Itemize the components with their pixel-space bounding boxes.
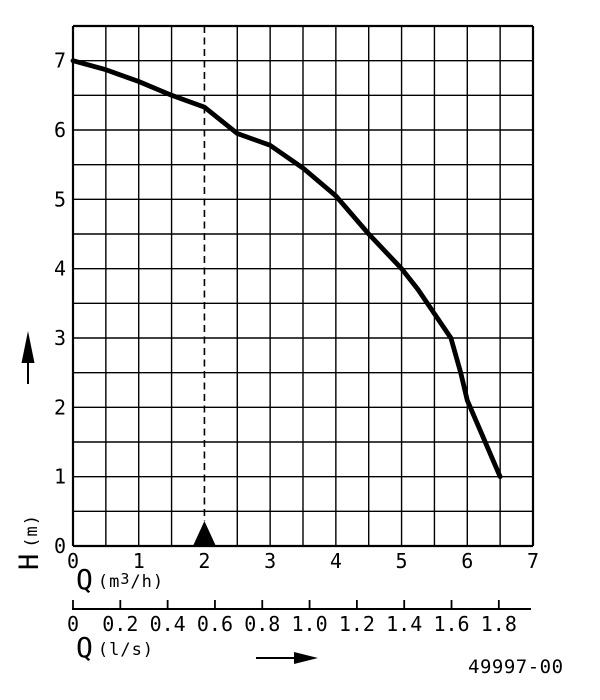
y-axis-tick-label: 6 <box>53 118 66 142</box>
y-axis-tick-label: 1 <box>53 464 66 489</box>
y-axis-tick-label: 3 <box>53 326 66 350</box>
y-axis-tick-label: 2 <box>53 395 66 420</box>
secondary-axis-tick-label: 0.6 <box>196 612 234 636</box>
x-axis-primary-unit-sup: 3 <box>120 570 131 588</box>
y-axis-tick-label: 4 <box>53 256 66 281</box>
y-axis-tick-label: 0 <box>53 534 66 558</box>
secondary-axis-tick-label: 1.8 <box>480 612 517 636</box>
x-axis-secondary-unit: (l/s) <box>97 640 155 660</box>
secondary-axis-tick-label: 0.4 <box>149 612 186 636</box>
q-direction-arrow-head <box>294 652 318 664</box>
secondary-axis-tick-label: 1.4 <box>386 612 423 636</box>
x-axis-tick-label: 4 <box>329 549 342 573</box>
y-axis-unit: (m) <box>22 514 42 548</box>
x-axis-primary-title <box>76 563 165 596</box>
x-axis-tick-label: 0 <box>66 549 80 573</box>
x-axis-tick-label: 5 <box>395 549 408 573</box>
secondary-axis-tick-label: 0.8 <box>244 612 281 636</box>
x-axis-primary-unit-pre: (m <box>97 572 121 592</box>
y-axis-tick-label: 7 <box>53 48 66 73</box>
x-axis-tick-label: 2 <box>198 549 211 573</box>
x-axis-tick-label: 1 <box>132 549 145 573</box>
secondary-axis-tick-label: 1.2 <box>338 612 375 636</box>
secondary-axis-tick-label: 1.6 <box>433 612 470 636</box>
x-axis-primary-symbol: Q <box>76 563 93 596</box>
y-axis-tick-label: 5 <box>53 187 66 212</box>
x-axis-primary-unit-post: /h) <box>130 572 165 592</box>
x-axis-tick-label: 7 <box>526 549 540 573</box>
x-axis-tick-label: 3 <box>264 549 277 573</box>
x-axis-primary-unit <box>98 566 164 591</box>
duty-flow-triangle-marker <box>193 521 215 545</box>
x-axis-secondary-symbol: Q <box>76 631 93 664</box>
y-axis-title <box>16 460 50 570</box>
y-axis-symbol: H <box>14 553 45 570</box>
secondary-axis-tick-label: 0.2 <box>102 612 139 636</box>
x-axis-tick-label: 6 <box>461 549 474 573</box>
x-axis-secondary-title <box>76 631 155 664</box>
secondary-axis-tick-label: 1.0 <box>291 612 328 636</box>
figure-number: 49997-00 <box>468 656 564 678</box>
h-direction-arrow-head <box>22 331 35 363</box>
secondary-axis-tick-label: 0 <box>66 612 80 636</box>
